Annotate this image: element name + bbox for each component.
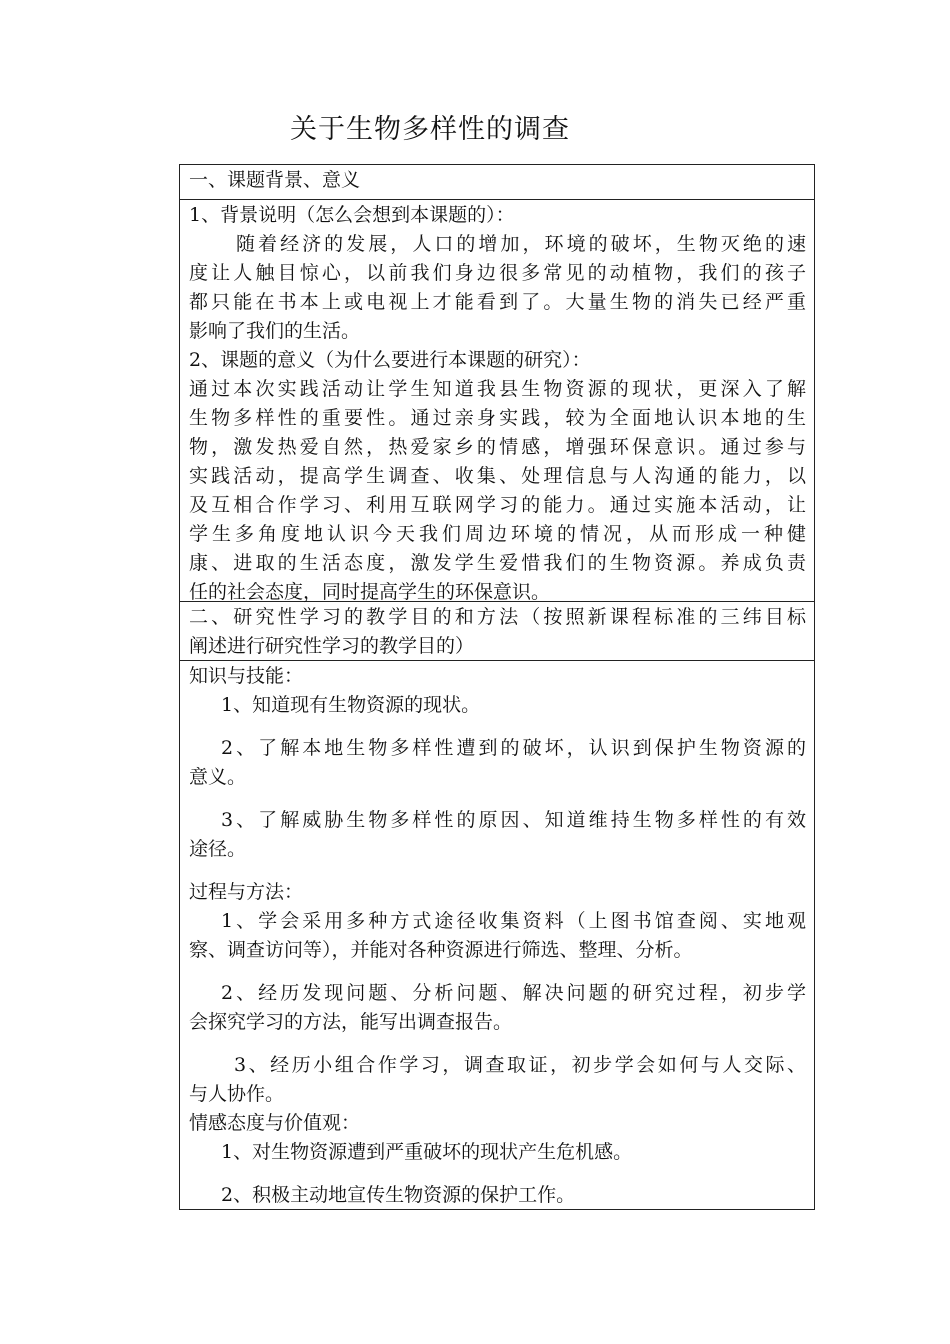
knowledge-item: 1、知道现有生物资源的现状。 [221, 694, 481, 716]
background-paragraph-line: 随着经济的发展，人口的增加，环境的破坏，生物灭绝的速 [236, 233, 806, 255]
survey-table [179, 164, 815, 1210]
background-label: 1、背景说明（怎么会想到本课题的）： [189, 204, 515, 226]
knowledge-item-continued: 意义。 [189, 766, 247, 788]
background-significance-row [180, 199, 814, 601]
significance-paragraph-line: 学生多角度地认识今天我们周边环境的情况，从而形成一种健 [189, 523, 806, 545]
process-item-continued: 会探究学习的方法，能写出调查报告。 [189, 1011, 513, 1033]
objectives-row [180, 660, 814, 1209]
attitude-label: 情感态度与价值观： [189, 1112, 361, 1134]
section-2-heading-row [180, 601, 814, 660]
significance-paragraph-line: 实践活动，提高学生调查、收集、处理信息与人沟通的能力，以 [189, 465, 806, 487]
significance-paragraph-line: 及互相合作学习、利用互联网学习的能力。通过实施本活动，让 [189, 494, 806, 516]
process-item: 3、经历小组合作学习，调查取证，初步学会如何与人交际、 [234, 1054, 806, 1076]
process-label: 过程与方法： [189, 881, 304, 903]
knowledge-item-continued: 途径。 [189, 838, 247, 860]
knowledge-item: 2、了解本地生物多样性遭到的破坏，认识到保护生物资源的 [221, 737, 806, 759]
knowledge-label: 知识与技能： [189, 665, 304, 687]
section-2-heading-line: 二、研究性学习的教学目的和方法（按照新课程标准的三纬目标 [189, 606, 806, 628]
process-item-continued: 察、调查访问等），并能对各种资源进行筛选、整理、分析。 [189, 939, 693, 961]
attitude-item: 2、积极主动地宣传生物资源的保护工作。 [221, 1184, 576, 1206]
attitude-item: 1、对生物资源遭到严重破坏的现状产生危机感。 [221, 1141, 633, 1163]
process-item-continued: 与人协作。 [189, 1083, 285, 1105]
background-paragraph-line: 影响了我们的生活。 [189, 320, 361, 342]
significance-paragraph-line: 康、进取的生活态度，激发学生爱惜我们的生物资源。养成负责 [189, 552, 806, 574]
background-paragraph-line: 都只能在书本上或电视上才能看到了。大量生物的消失已经严重 [189, 291, 806, 313]
significance-paragraph-line: 通过本次实践活动让学生知道我县生物资源的现状，更深入了解 [189, 378, 806, 400]
section-1-heading: 一、课题背景、意义 [189, 169, 361, 191]
section-1-heading-row [180, 165, 814, 199]
significance-paragraph-line: 任的社会态度，同时提高学生的环保意识。 [189, 581, 551, 603]
knowledge-item: 3、了解威胁生物多样性的原因、知道维持生物多样性的有效 [221, 809, 806, 831]
process-item: 2、经历发现问题、分析问题、解决问题的研究过程，初步学 [221, 982, 806, 1004]
significance-label: 2、课题的意义（为什么要进行本课题的研究）： [189, 349, 591, 371]
document-title: 关于生物多样性的调查 [290, 114, 570, 145]
significance-paragraph-line: 物，激发热爱自然，热爱家乡的情感，增强环保意识。通过参与 [189, 436, 806, 458]
background-paragraph-line: 度让人触目惊心，以前我们身边很多常见的动植物，我们的孩子 [189, 262, 806, 284]
significance-paragraph-line: 生物多样性的重要性。通过亲身实践，较为全面地认识本地的生 [189, 407, 806, 429]
section-2-heading-line: 阐述进行研究性学习的教学目的） [189, 635, 475, 657]
process-item: 1、学会采用多种方式途径收集资料（上图书馆查阅、实地观 [221, 910, 806, 932]
